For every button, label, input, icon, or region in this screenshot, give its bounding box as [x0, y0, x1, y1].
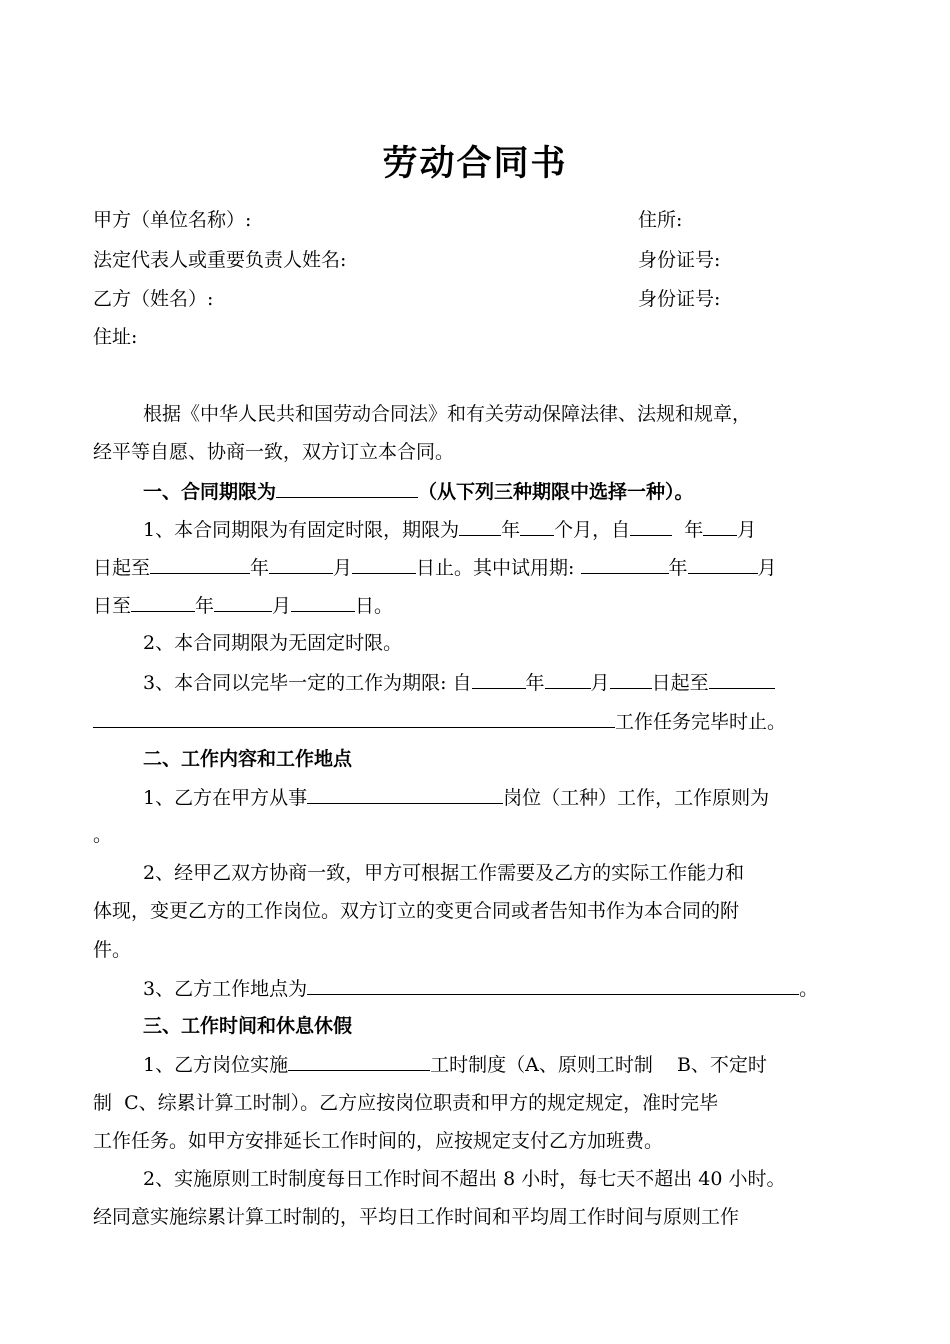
paragraph-line: 体现，变更乙方的工作岗位。双方订立的变更合同或者告知书作为本合同的附	[93, 900, 740, 922]
residence-label: 住所:	[638, 209, 683, 231]
id-number-label: 身份证号:	[638, 288, 721, 310]
legal-rep-label: 法定代表人或重要负责人姓名:	[93, 249, 347, 271]
paragraph-line: 工作任务。如甲方安排延长工作时间的，应按规定支付乙方加班费。	[93, 1130, 664, 1152]
blank-line	[581, 555, 669, 574]
blank-line	[269, 555, 333, 574]
paragraph-line: 。	[93, 824, 113, 846]
paragraph-line: 2、经甲乙双方协商一致，甲方可根据工作需要及乙方的实际工作能力和	[143, 862, 745, 884]
paragraph-line: 1、本合同期限为有固定时限，期限为 年 个月，自 年 月	[143, 519, 757, 541]
blank-line	[709, 670, 775, 689]
paragraph-line: 1、乙方在甲方从事 岗位（工种）工作，工作原则为	[143, 787, 770, 809]
blank-line	[131, 593, 195, 612]
party-b-label: 乙方（姓名）:	[93, 288, 214, 310]
party-a-label: 甲方（单位名称）:	[93, 209, 252, 231]
blank-line	[276, 479, 418, 498]
party-a-row	[93, 208, 863, 232]
blank-line	[93, 709, 615, 728]
paragraph-line: 2、本合同期限为无固定时限。	[143, 632, 403, 654]
paragraph-line: 制 C、综累计算工时制）。乙方应按岗位职责和甲方的规定规定，准时完毕	[93, 1092, 719, 1114]
address-label: 住址:	[93, 326, 138, 348]
paragraph-line: 经同意实施综累计算工时制的，平均日工作时间和平均周工作时间与原则工作	[93, 1206, 740, 1228]
blank-line	[214, 593, 272, 612]
blank-line	[630, 517, 672, 536]
section-heading: 一、合同期限为 （从下列三种期限中选择一种）。	[143, 481, 694, 503]
legal-rep-row	[93, 248, 863, 272]
paragraph-line: 3、乙方工作地点为 。	[143, 978, 819, 1000]
blank-line	[150, 555, 250, 574]
section-heading: 三、工作时间和休息休假	[143, 1015, 353, 1037]
blank-line	[307, 785, 503, 804]
blank-line	[307, 976, 799, 995]
preamble-line: 经平等自愿、协商一致，双方订立本合同。	[93, 441, 455, 463]
paragraph-line: 日起至 年 月 日止。其中试用期: 年 月	[93, 557, 777, 579]
address-row	[93, 325, 863, 349]
blank-line	[703, 517, 737, 536]
id-number-label: 身份证号:	[638, 249, 721, 271]
blank-line	[459, 517, 501, 536]
blank-line	[688, 555, 758, 574]
paragraph-line: 工作任务完毕时止。	[93, 709, 863, 734]
blank-line	[288, 1052, 430, 1071]
paragraph-line: 1、乙方岗位实施 工时制度（A、原则工时制 B、不定时	[143, 1054, 767, 1076]
paragraph-line: 件。	[93, 939, 132, 961]
party-b-row	[93, 287, 863, 311]
preamble-line: 根据《中华人民共和国劳动合同法》和有关劳动保障法律、法规和规章，	[143, 403, 752, 425]
blank-line	[352, 555, 416, 574]
paragraph-line: 2、实施原则工时制度每日工作时间不超出 8 小时，每七天不超出 40 小时。	[143, 1168, 786, 1190]
section-heading: 二、工作内容和工作地点	[143, 748, 353, 770]
blank-line	[472, 670, 526, 689]
blank-line	[610, 670, 652, 689]
paragraph-line: 3、本合同以完毕一定的工作为期限: 自 年 月 日起至	[93, 670, 913, 695]
blank-line	[520, 517, 554, 536]
page-title: 劳动合同书	[382, 144, 568, 184]
paragraph-line: 日至 年 月 日。	[93, 595, 394, 617]
blank-line	[291, 593, 355, 612]
blank-line	[545, 670, 591, 689]
